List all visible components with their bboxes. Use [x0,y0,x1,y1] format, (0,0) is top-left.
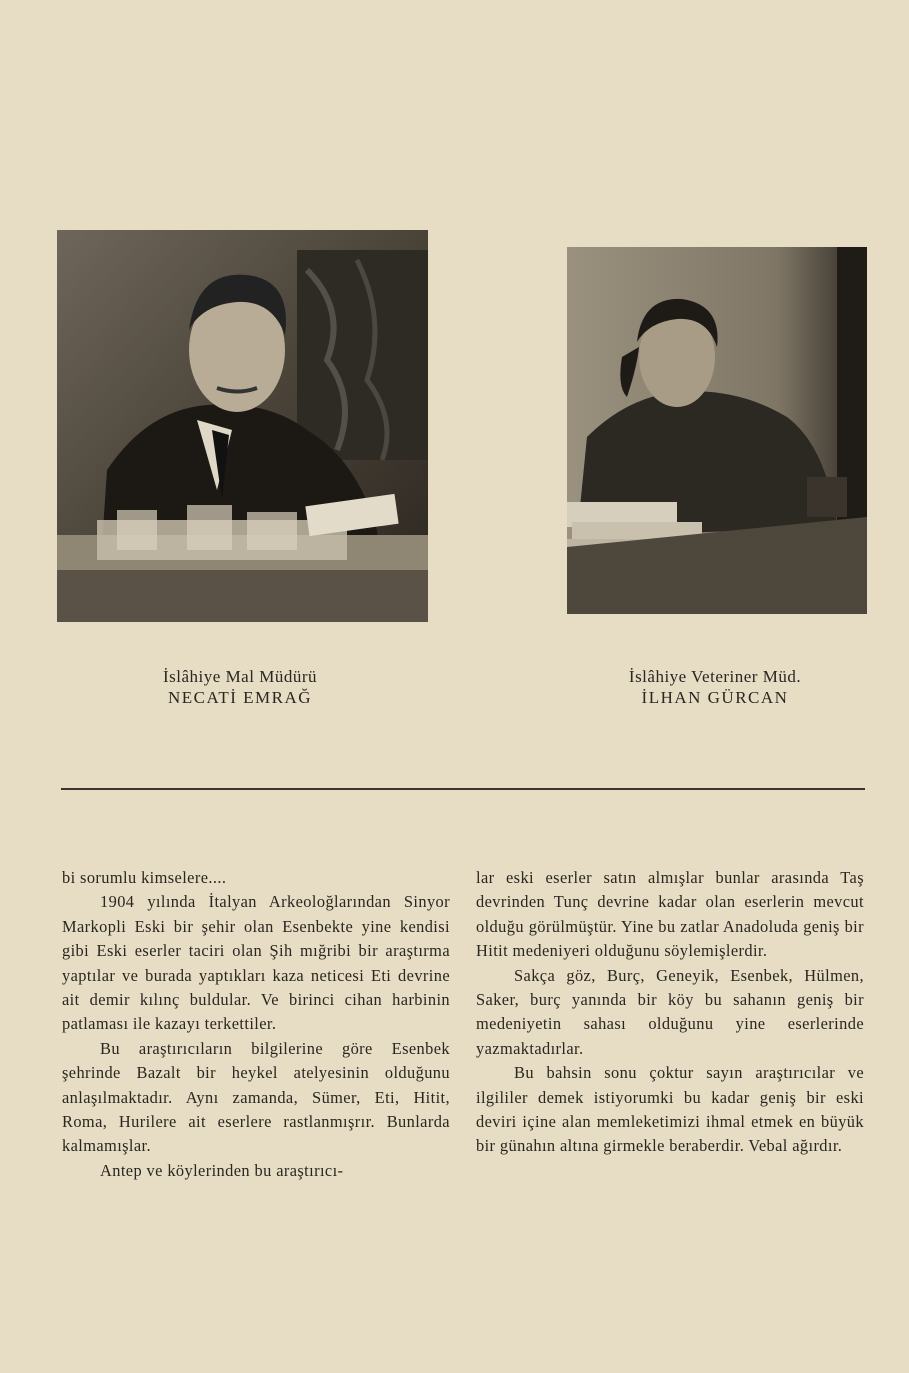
portrait-photo-ilhan-gurcan [567,247,867,614]
paragraph: Bu bahsin sonu çoktur sayın araştırıcılar ve ilgililer demek istiyorumki bu kadar geniş bir eski deviri içine alan memleketimizi ihmal etmek en büyük bir günahın altına girmekle beraberdir. Vebal ağırdır. [476,1063,864,1156]
paragraph: Sakça göz, Burç, Geneyik, Esenbek, Hülmen, Saker, burç yanında bir köy bu sahanın geniş bir medeniyetin sahası olduğunu yine eserlerinde yazmaktadırlar. [476,965,864,1058]
paragraph: bi sorumlu kimselere.... [62,868,227,887]
horizontal-divider [61,788,865,790]
caption-title: İslâhiye Mal Müdürü [163,667,317,686]
paragraph: Bu araştırıcıların bilgilerine göre Esenbek şehrinde Bazalt bir heykel atelyesinin olduğunu anlaşılmaktadır. Aynı zamanda, Sümer, Eti, Hitit, Roma, Hurilere ait eserlere rastlanmışrır. Bunlarda kalmamışlar. [62,1038,450,1156]
paragraph: 1904 yılında İtalyan Arkeoloğlarından Sinyor Markopli Eski bir şehir olan Esenbekte yine kendisi gibi Eski eserler taciri olan Şih mığribi bir araştırma yaptılar ve burada yaptıkları kaza neticesi Eti devrine ait demir kılınç buldular. Ve birinci cihan harbinin patlaması ile kazayı terkettiler. [62,892,450,1034]
caption-ilhan-gurcan [565,666,865,708]
article-column-right [476,866,864,1159]
caption-name: İLHAN GÜRCAN [641,688,789,707]
caption-name: NECATİ EMRAĞ [167,688,313,707]
caption-title: İslâhiye Veteriner Müd. [628,667,802,686]
portrait-image [567,247,867,614]
article-column-left [62,866,450,1183]
paragraph: lar eski eserler satın almışlar bunlar arasında Taş devrinden Tunç devrine kadar olan eserlerin mevcut olduğu görülmüştür. Yine bu zatlar Anadoluda geniş bir Hitit medeniyeri olduğunu söylemişlerdir. [476,868,864,961]
caption-necati-emrag [95,666,385,708]
portrait-image [57,230,428,622]
portrait-photo-necati-emrag [57,230,428,622]
paragraph: Antep ve köylerinden bu araştırıcı- [100,1160,344,1180]
